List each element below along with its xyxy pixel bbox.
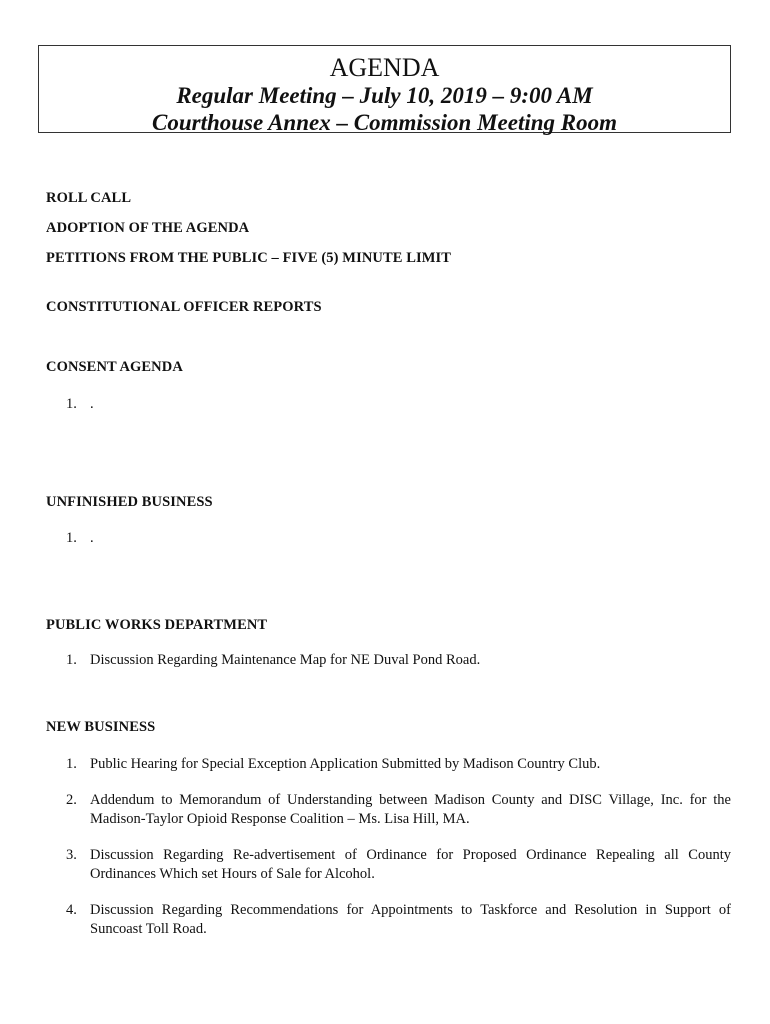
item-number: 1. <box>66 396 77 412</box>
constitutional-heading: CONSTITUTIONAL OFFICER REPORTS <box>46 299 322 315</box>
item-text: Addendum to Memorandum of Understanding between Madison County and DISC Village, Inc. for the Madison-Taylor Opioid Response Coalition – Ms. Lisa Hill, MA. <box>90 792 731 827</box>
item-number: 1. <box>66 530 77 546</box>
item-text: Public Hearing for Special Exception Application Submitted by Madison Country Club. <box>90 756 601 772</box>
item-number: 1. <box>66 652 77 668</box>
new-business-item <box>66 846 731 884</box>
petitions-heading: PETITIONS FROM THE PUBLIC – FIVE (5) MINUTE LIMIT <box>46 250 452 266</box>
item-number: 4. <box>66 902 77 918</box>
roll-call-heading: ROLL CALL <box>46 190 132 206</box>
item-number: 1. <box>66 756 77 772</box>
new-business-heading: NEW BUSINESS <box>46 719 156 735</box>
meeting-date-line: Regular Meeting – July 10, 2019 – 9:00 AM <box>176 83 593 108</box>
unfinished-business-heading: UNFINISHED BUSINESS <box>46 494 213 510</box>
public-works-heading: PUBLIC WORKS DEPARTMENT <box>46 617 268 633</box>
unfinished-item <box>66 529 731 548</box>
new-business-item <box>66 755 731 774</box>
item-text: Discussion Regarding Maintenance Map for NE Duval Pond Road. <box>90 652 481 668</box>
meeting-location-line: Courthouse Annex – Commission Meeting Room <box>151 110 617 135</box>
agenda-header-box <box>38 45 731 133</box>
consent-agenda-heading: CONSENT AGENDA <box>46 359 183 375</box>
item-text: Discussion Regarding Recommendations for Appointments to Taskforce and Resolution in Support of Suncoast Toll Road. <box>90 902 731 937</box>
agenda-title: AGENDA <box>329 53 440 82</box>
item-text: Discussion Regarding Re-advertisement of Ordinance for Proposed Ordinance Repealing all County Ordinances Which set Hours of Sale for Alcohol. <box>90 847 731 882</box>
public-works-item <box>66 651 731 670</box>
consent-item <box>66 395 731 414</box>
adoption-heading: ADOPTION OF THE AGENDA <box>46 220 250 236</box>
item-text: . <box>90 530 94 546</box>
item-number: 3. <box>66 847 77 863</box>
new-business-item <box>66 791 731 829</box>
new-business-item <box>66 901 731 939</box>
item-text: . <box>90 396 94 412</box>
item-number: 2. <box>66 792 77 808</box>
